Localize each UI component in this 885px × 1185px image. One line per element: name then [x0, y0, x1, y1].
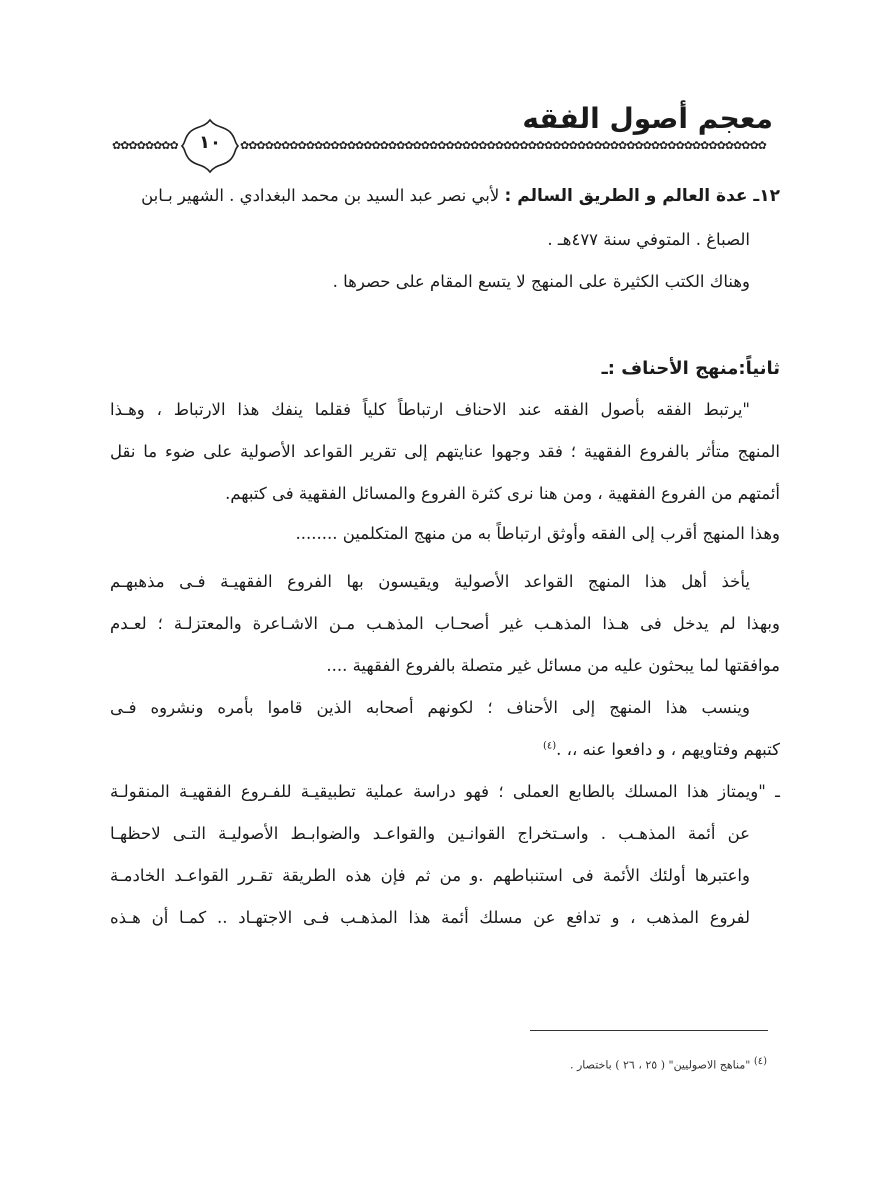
entry-12-title: ١٢ـ عدة العالم و الطريق السالم :: [504, 186, 780, 206]
p3-line-2: [110, 740, 780, 759]
p3-line-2-text: كتبهم وفتاويهم ، و دافعوا عنه ،، .: [556, 740, 780, 759]
p1-line-4: وهذا المنهج أقرب إلى الفقه وأوثق ارتباطاً به من منهج المتكلمين ........: [295, 524, 780, 543]
p1-line-2: المنهج متأثر بالفروع الفقهية ؛ فقد وجهوا عنايتهم إلى تقرير القواعد الأصولية على ضوء ما نقل: [110, 442, 780, 461]
footnote-marker: (٤): [753, 1056, 767, 1067]
footnote-separator: [530, 1030, 768, 1031]
book-title: معجم أصول الفقه: [522, 102, 773, 135]
p4-line-4: لفروع المذهب ، و تدافع عن مسلك أئمة هذا المذهـب فـى الاجتهـاد .. كمـا أن هـذه: [110, 908, 750, 927]
p4-line-1: ـ "ويمتاز هذا المسلك بالطابع العملى ؛ فهو دراسة عملية تطبيقيـة للفـروع الفقهيـة المنقولـة: [110, 782, 780, 801]
page-number-badge: [180, 118, 240, 174]
ornament-row-right: ✿✿✿✿✿✿✿✿✿✿✿✿✿✿✿✿✿✿✿✿✿✿✿✿✿✿✿✿✿✿✿✿✿✿✿✿✿✿✿✿✿✿✿✿✿✿✿✿✿✿✿✿✿✿✿✿✿✿✿✿✿✿✿✿: [240, 139, 766, 152]
entry-12-text-1: لأبي نصر عبد السيد بن محمد البغدادي . الشهير بـابن: [141, 186, 500, 205]
p2-line-3: موافقتها لما يبحثون عليه من مسائل غير متصلة بالفروع الفقهية ....: [326, 656, 780, 675]
p1-line-3: أئمتهم من الفروع الفقهية ، ومن هنا نرى كثرة الفروع والمسائل الفقهية فى كتبهم.: [225, 484, 780, 503]
footnote: [570, 1056, 767, 1072]
entry-12-line-1: [110, 186, 780, 206]
p1-line-1: "يرتبط الفقه بأصول الفقه عند الاحناف ارتباطاً كلياً فقلما ينفك هذا الارتباط ، وهـذا: [110, 400, 750, 419]
p4-line-3: واعتبرها أولئك الأئمة فى استنباطهم .و من ثم فإن هذه الطريقة تقـرر القواعـد الخادمـة: [110, 866, 750, 885]
header-ornament-border: [112, 118, 780, 174]
p4-line-2: عن أئمة المذهـب . واسـتخراج القوانـين والقواعـد والضوابـط الأصوليـة التـى لاحظهـا: [110, 824, 750, 843]
p2-line-2: وبهذا لم يدخل فى هـذا المذهـب غير أصحـاب المذهـب مـن الاشـاعرة والمعتزلـة ؛ لعـدم: [110, 614, 780, 633]
entry-12-line-2: الصباغ . المتوفي سنة ٤٧٧هـ .: [547, 230, 750, 249]
footnote-text: "مناهج الاصوليين" ( ٢٥ ، ٢٦ ) باختصار .: [570, 1058, 751, 1072]
p3-line-1: وينسب هذا المنهج إلى الأحناف ؛ لكونهم أصحابه الذين قاموا بأمره ونشروه فـى: [110, 698, 750, 717]
page-number: ١٠: [199, 132, 221, 153]
ornament-row-left: ✿✿✿✿✿✿✿✿: [112, 139, 178, 152]
closing-line: وهناك الكتب الكثيرة على المنهج لا يتسع المقام على حصرها .: [332, 272, 750, 291]
p2-line-1: يأخذ أهل هذا المنهج القواعد الأصولية ويقيسون بها الفروع الفقهيـة فـى مذهبهـم: [110, 572, 750, 591]
section-heading: ثانياً:منهج الأحناف :ـ: [601, 358, 780, 379]
footnote-ref: (٤): [542, 740, 557, 752]
